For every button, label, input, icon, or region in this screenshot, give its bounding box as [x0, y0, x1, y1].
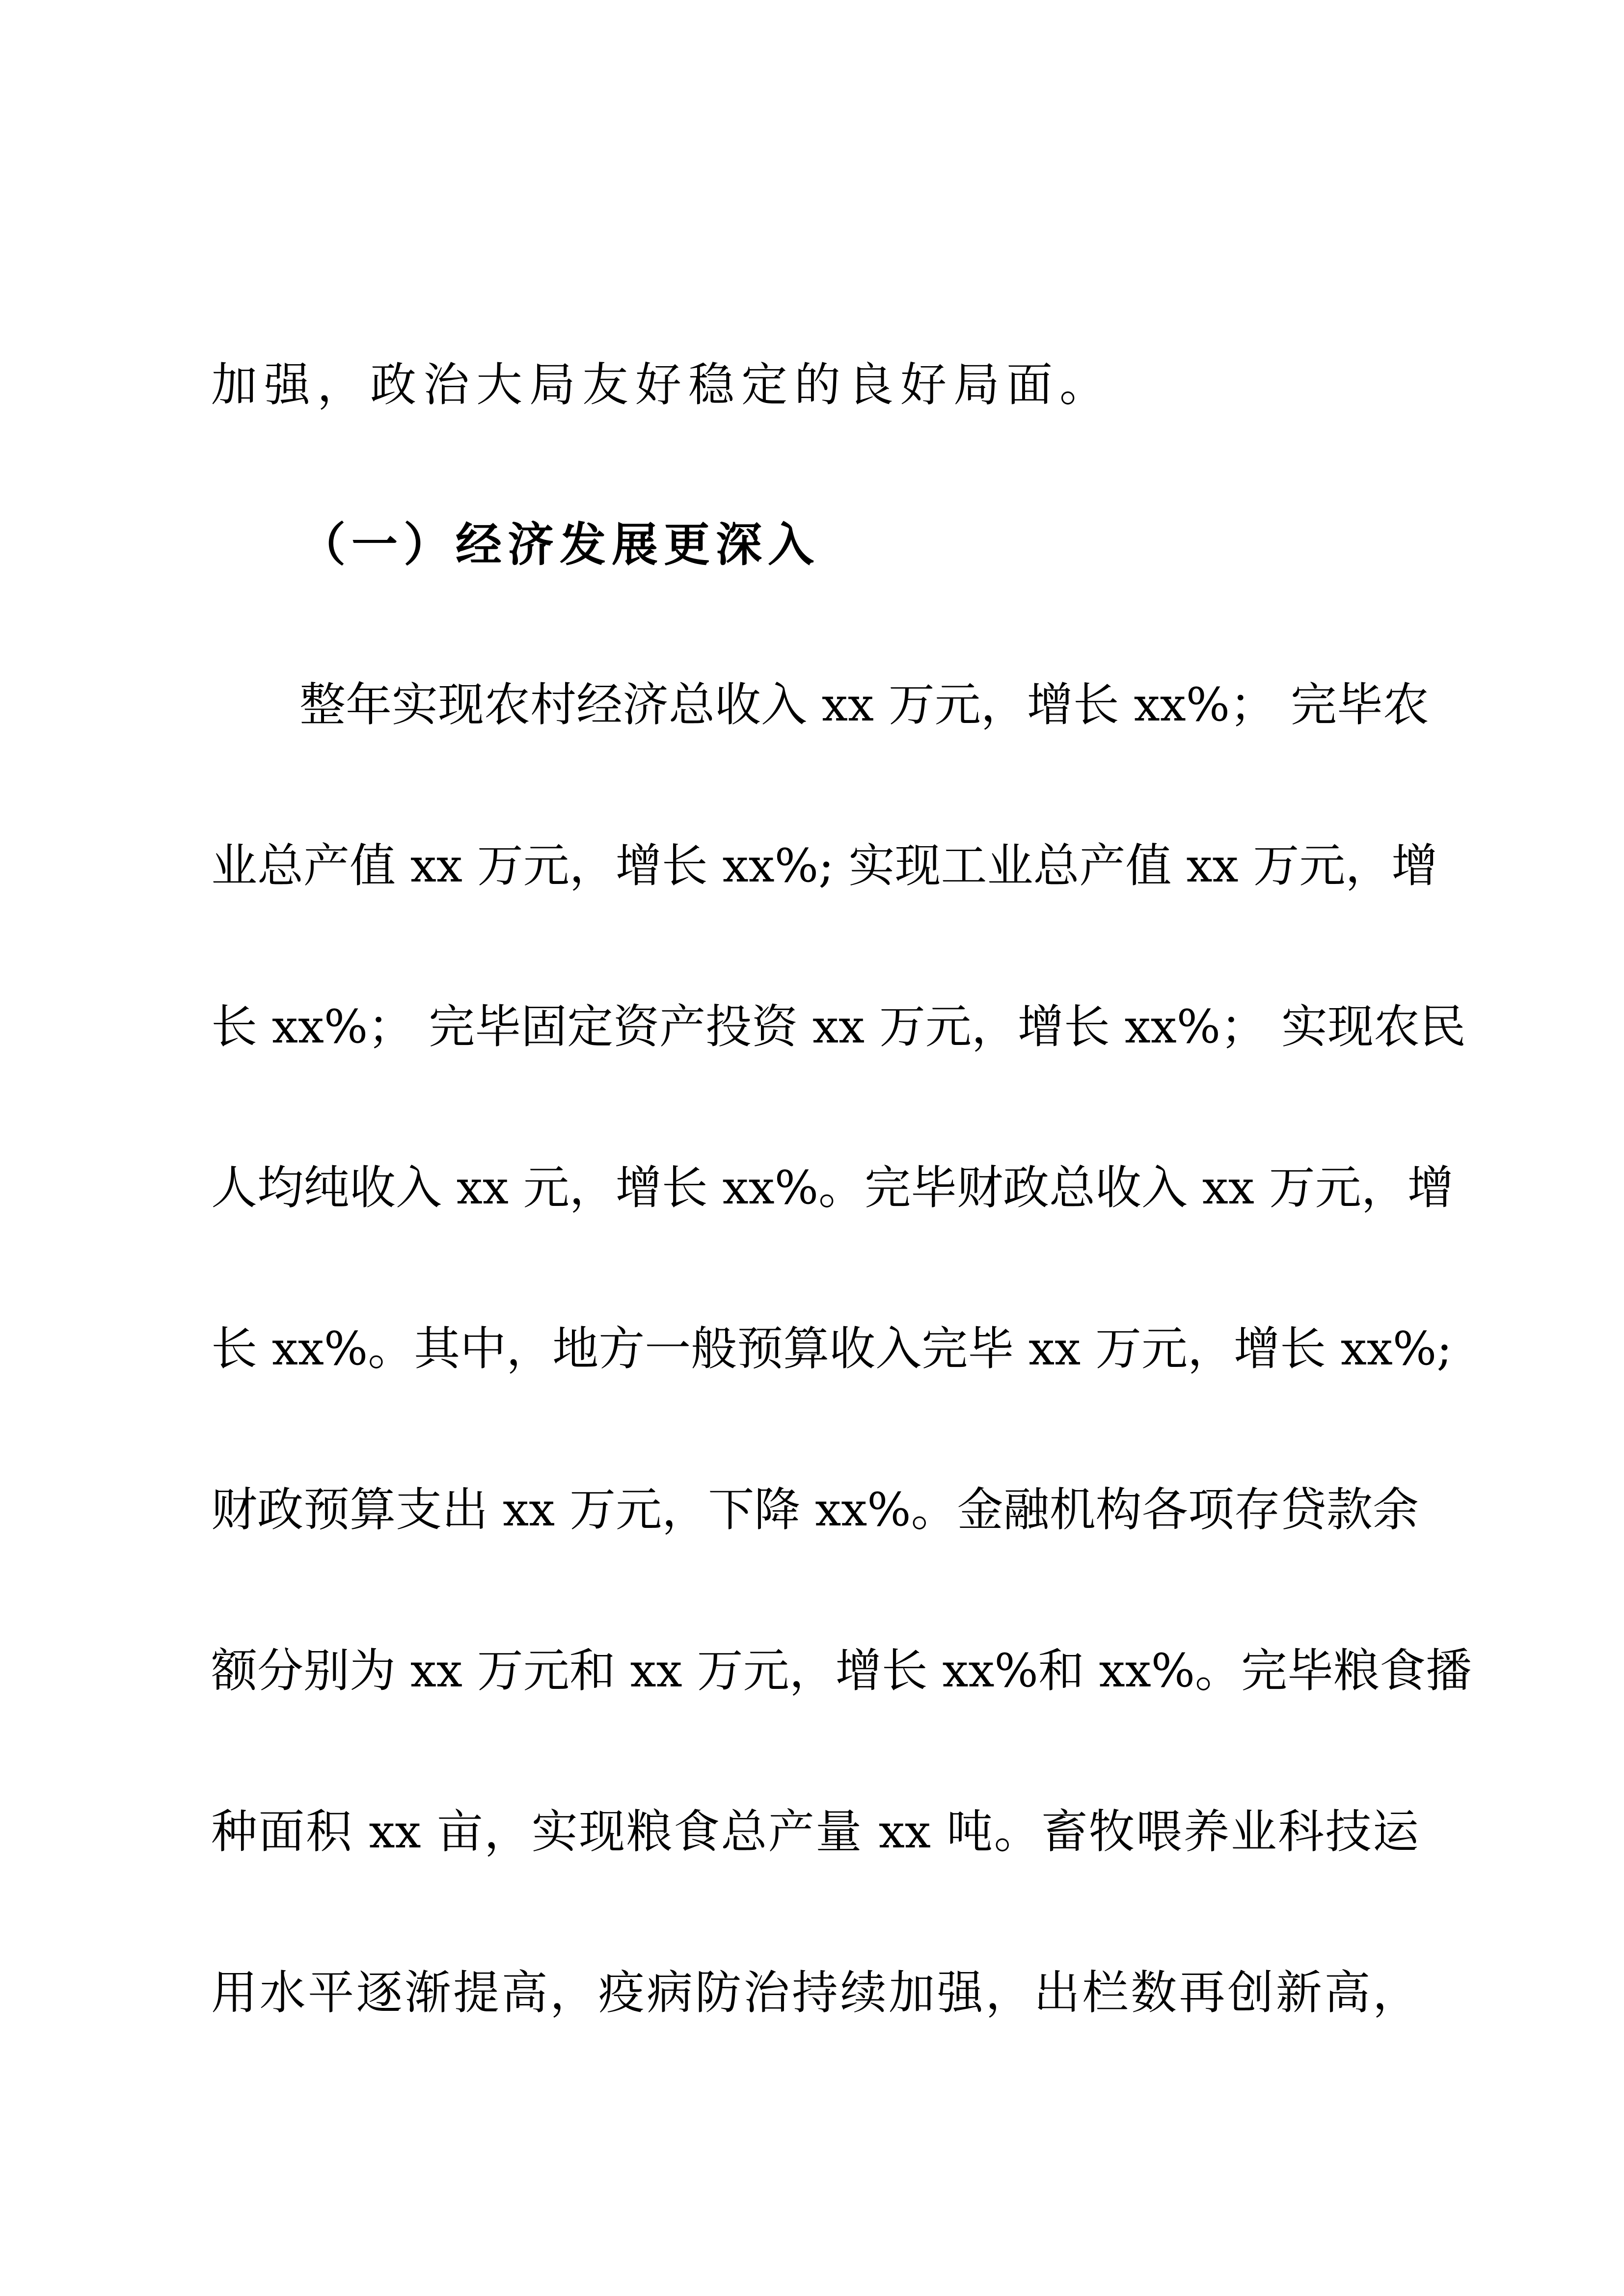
paragraph-line: 长 xx%； 完毕固定资产投资 xx 万元，增长 xx%； 实现农民 — [211, 1000, 1466, 1054]
paragraph-line: 额分别为 xx 万元和 xx 万元，增长 xx%和 xx%。完毕粮食播 — [211, 1644, 1472, 1698]
paragraph-line: 用水平逐渐提高，疫病防治持续加强，出栏数再创新高， — [211, 1966, 1419, 2020]
paragraph-line: 业总产值 xx 万元，增长 xx%; 实现工业总产值 xx 万元，增 — [211, 839, 1438, 893]
paragraph-line: 长 xx%。其中，地方一般预算收入完毕 xx 万元，增长 xx%; — [211, 1322, 1452, 1376]
paragraph-line: 人均纯收入 xx 元，增长 xx%。完毕财政总收入 xx 万元，增 — [211, 1161, 1454, 1215]
paragraph-line: 整年实现农村经济总收入 xx 万元，增长 xx%； 完毕农 — [299, 678, 1429, 732]
paragraph-line: 财政预算支出 xx 万元，下降 xx%。金融机构各项存贷款余 — [211, 1483, 1419, 1537]
paragraph-line: 种面积 xx 亩，实现粮食总产量 xx 吨。畜牧喂养业科技运 — [211, 1805, 1419, 1859]
intro-line: 加强，政治大局友好稳定的良好局面。 — [211, 358, 1113, 412]
section-heading: （一）经济发展更深入 — [299, 518, 820, 572]
